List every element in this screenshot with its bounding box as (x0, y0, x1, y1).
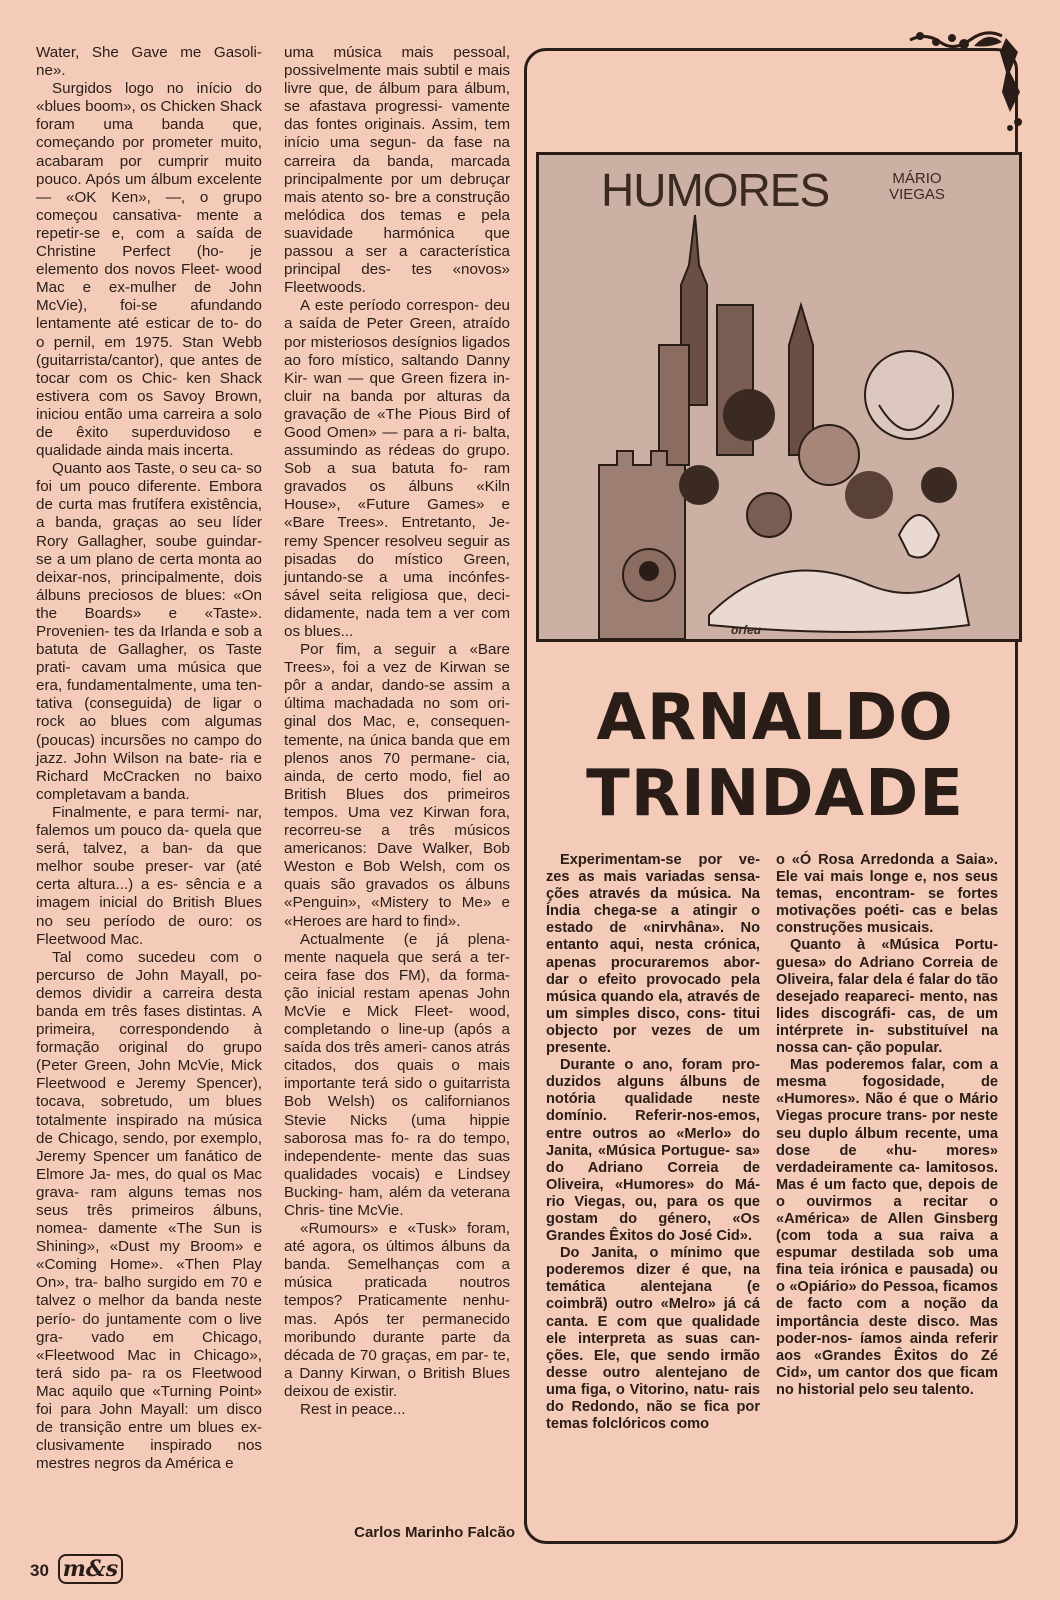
paragraph: Water, She Gave me Gasoli- ne». (36, 44, 262, 80)
article-byline: Carlos Marinho Falcão (354, 1524, 515, 1541)
page-number: 30 (30, 1561, 49, 1580)
cover-title: HUMORES (601, 164, 830, 216)
paragraph: Surgidos logo no início do «blues boom», os Chicken Shack foram uma banda que, começando por prometer muito, acabaram por cumprir muito pouco. Após um álbum excelente — «OK Ken», —, o grupo começou cansativa- mente a repetir-se e, com a saída de Christine Perfect (ho- je elemento dos novos Fleet- wood Mac e ex-mulher de John McVie), foi-se afundando lentamente até esticar de to- do o pernil, em 1975. Stan Webb (guitarrista/cantor), que antes de tocar com os Chic- ken Shack estivera com os Savoy Brown, iniciou então uma carreira a solo de êxito superduvidoso e qualidade ainda mais incerta. (36, 80, 262, 460)
paragraph: Quanto à «Música Portu- guesa» do Adriano Correia de Oliveira, falar dela é falar do tão desejado reapareci- mento, nas lides discográfi- cas, de um intérprete in- substituível na nossa can- ção popular. (776, 937, 998, 1057)
surreal-collage-illustration (539, 155, 1019, 639)
album-cover (536, 152, 1022, 642)
headline-line-1: ARNALDO (596, 681, 954, 755)
paragraph: Mas poderemos falar, com a mesma fogosidade, de «Humores». Não é que o Mário Viegas procure trans- por neste seu duplo álbum recente, uma dose de «hu- mores» verdadeiramente ca- lamitosos. Mas é um facto que, depois de o ouvirmos a recitar o «América» de Allen Ginsberg (com toda a sua raiva a espumar destilada sob uma fina teia irónica e pausada) ou o «Opiário» do Pessoa, ficamos de facto com a noção da importância deste disco. Mas poder-nos- íamos ainda referir aos «Grandes Êxitos do Zé Cid», um cantor dos que ficam no historial pelo seu talento. (776, 1057, 998, 1398)
paragraph: Actualmente (e já plena- mente naquela que será a ter- ceira fase dos FM), da forma- ção inicial restam apenas John McVie e Mick Fleet- wood, completando o line-up (após a saída dos três ameri- canos atrás citados, dos quais o mais importante terá sido o guitarrista Bob Welsh) os californianos Stevie Nicks (uma hippie saborosa mas fo- ra do tempo, independente- mente das suas qualidades vocais) e Lindsey Bucking- ham, além da veterana Chris- tine McVie. (284, 930, 510, 1219)
paragraph: Experimentam-se por ve- zes as mais variadas sensa- ções através da música. Na Índia chega-se a atingir o estado de «nirvhâna». No entanto aqui, nesta crónica, apenas procuraremos abor- dar o efeito provocado pela música quando ela, através de um simples disco, cons- titui objecto por vezes de um presente. (546, 852, 760, 1057)
magazine-logo: m&s (58, 1554, 124, 1584)
cover-artist-first-name: MÁRIO (892, 170, 942, 187)
article-column-1 (36, 44, 262, 1473)
sidebar-column-1 (546, 852, 760, 1433)
paragraph: Durante o ano, foram pro- duzidos alguns álbuns de notória qualidade neste domínio. Referir-nos-emos, entre outros ao «Merlo» do Janita, «Música Portugue- sa» do Adriano Correia de Oliveira, «Humores» do Má- rio Viegas, ou, para os que gostam do género, «Os Grandes Êxitos do José Cid». (546, 1057, 760, 1245)
paragraph: A este período correspon- deu a saída de Peter Green, atraído por misteriosos desígnios ligados ao foro místico, saltando Danny Kir- wan — que Green fizera in- cluir na banda por alturas da gravação de «The Pious Bird of Good Omen» — para a ri- balta, assumindo as rédeas do grupo. Sob a sua batuta fo- ram gravados os álbuns «Kiln House», «Future Games» e «Bare Trees». Entretanto, Je- remy Spencer resolveu seguir as pisadas do místico Green, juntando-se a uma incónfes- sável seita religiosa que, deci- didamente, nada tem a ver com os blues... (284, 297, 510, 640)
paragraph: Por fim, a seguir a «Bare Trees», foi a vez de Kirwan se pôr a andar, dando-se assim a última machadada no som ori- ginal dos Mac, e, consequen- temente, na única banda que em plenos anos 70 permane- cia, ainda, de certo modo, fiel ao British Blues dos primeiros tempos. Uma vez Kirwan fora, recorreu-se a três músicos americanos: Dave Walker, Bob Weston e Bob Welsh, com os quais são gravados os álbuns «Penguin», «Mistery to Me» e «Heroes are hard to find». (284, 641, 510, 930)
record-label: orfeu (731, 623, 761, 637)
paragraph: Do Janita, o mínimo que poderemos dizer é que, na temática alentejana (e coimbrã) outro «Melro» já cá canta. E com que qualidade ele interpreta as suas can- ções. Ele, que sendo irmão desse outro alentejano de uma figa, o Vitorino, natu- rais do Redondo, não se fica por temas folclóricos como (546, 1245, 760, 1433)
sidebar-column-2 (776, 852, 998, 1399)
sidebar-headline (540, 680, 1010, 832)
paragraph: «Rumours» e «Tusk» foram, até agora, os últimos álbuns da banda. Semelhanças com a música praticada noutros tempos? Praticamente nenhu- mas. Após ter permanecido moribundo durante parte da década de 70 graças, em par- te, a Danny Kirwan, o British Blues deixou de existir. (284, 1220, 510, 1400)
paragraph: o «Ó Rosa Arredonda a Saia». Ele vai mais longe e, nos seus temas, encontram- se fortes motivações poéti- cas e belas construções musicais. (776, 852, 998, 937)
page-footer (30, 1556, 123, 1582)
cover-artist-last-name: VIEGAS (889, 186, 945, 203)
holly-ornament-icon (906, 12, 1026, 132)
paragraph: Rest in peace... (300, 1401, 406, 1419)
cover-artist (857, 171, 977, 203)
paragraph: uma música mais pessoal, possivelmente mais subtil e mais livre que, de álbum para álbum, se afastava progressi- vamente das fontes originais. Assim, tem início uma segun- da fase na carreira da banda, marcada principalmente por um debruçar mais atento so- bre a construção melódica dos temas e pela suavidade harmónica que passou a ser a característica principal des- tes «novos» Fleetwoods. (284, 44, 510, 297)
paragraph: Quanto aos Taste, o seu ca- so foi um pouco diferente. Embora de curta mas frutífera existência, a banda, graças ao seu líder Rory Gallagher, soube guindar-se a um plano de certa monta ao deixar-nos, principalmente, dois álbuns preciosos de blues: «On the Boards» e «Taste». Provenien- tes da Irlanda e sob a batuta de Gallagher, os Taste prati- cavam uma música que era, fundamentalmente, uma ten- tativa (conseguida) de ligar o rock ao blues com algumas (poucas) incursões no campo do jazz. John Wilson na bate- ria e Richard McCracken no baixo completavam a banda. (36, 460, 262, 803)
paragraph: Finalmente, e para termi- nar, falemos um pouco da- quela que será, talvez, a ban- da que melhor soube preser- var (até certa altura...) a es- sência e a imagem inicial do British Blues no seu período de ouro: os Fleetwood Mac. (36, 803, 262, 948)
article-column-2 (284, 44, 510, 1419)
headline-line-2: TRINDADE (586, 757, 964, 831)
paragraph: Tal como sucedeu com o percurso de John Mayall, po- demos dividir a carreira desta banda em três fases distintas. A primeira, correspondendo à formação original do grupo (Peter Green, John McVie, Mick Fleetwood e Jeremy Spencer), tocava, sobretudo, um blues totalmente inspirado na música de Chicago, sendo, por exemplo, Jeremy Spencer um fanático de Elmore Ja- mes, do qual os Mac grava- ram alguns temas nos seus três primeiros álbuns, nomea- damente «The Sun is Shining», «Dust my Broom» e «Coming Home». «Then Play On», tra- balho surgido em 70 e talvez o melhor da banda neste perío- do juntamente com o live gra- vado em Chicago, «Fleetwood Mac in Chicago», terá sido pa- ra os Fleetwood Mac aquilo que «Turning Point» foi para John Mayall: um disco de transição entre um blues ex- clusivamente inspirado nos mestres negros da América e (36, 948, 262, 1473)
